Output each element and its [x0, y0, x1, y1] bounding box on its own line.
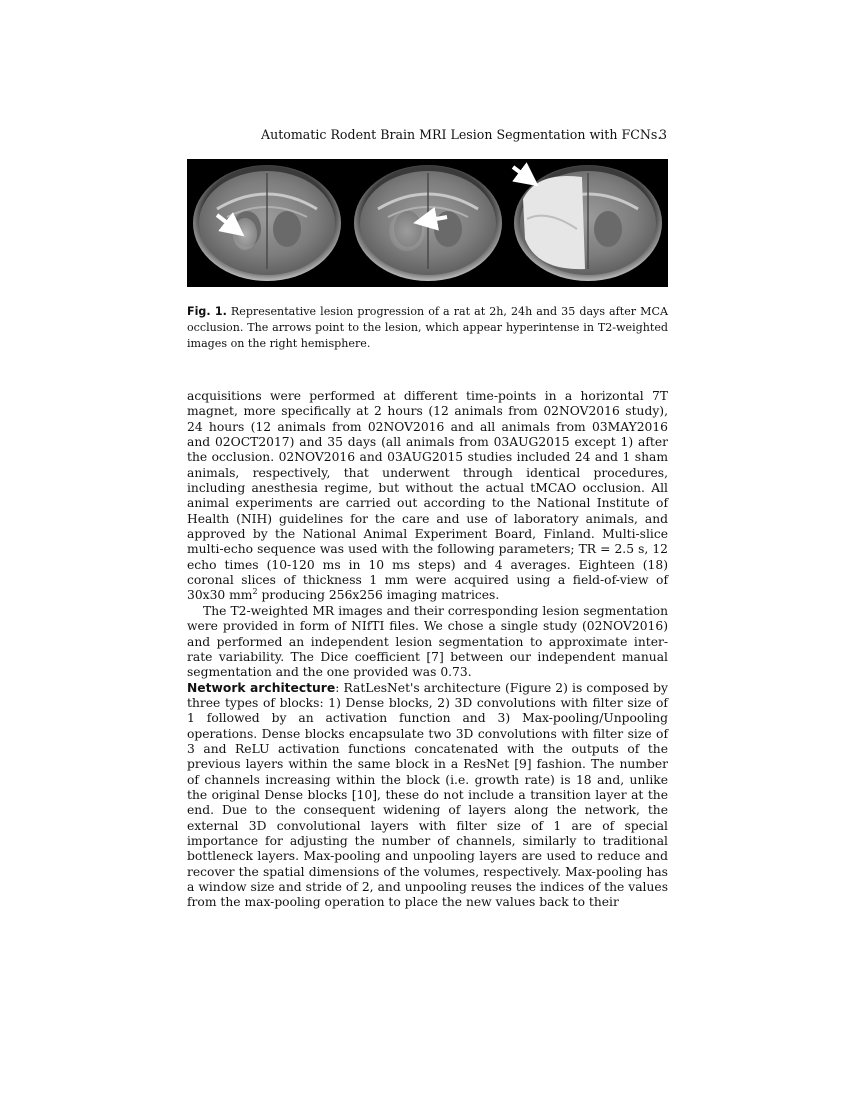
figure-caption-text: Representative lesion progression of a rat at 2h, 24h and 35 days after MCA occlusion. The arrows point to the lesion, which appear hyperintense in T2-weighted images on the right hemisphere. — [187, 305, 668, 350]
paragraph-acquisitions-text-end: producing 256x256 imaging matrices. — [257, 588, 500, 603]
paragraph-acquisitions — [187, 389, 668, 604]
figure-caption — [187, 304, 668, 352]
paragraph-segmentation: The T2-weighted MR images and their corresponding lesion segmentation were provided in form of NIfTI files. We chose a single study (02NOV2016) and performed an independent lesion segmentation to approximate inter-rate variability. The Dice coefficient [7] between our independent manual segmentation and the one provided was 0.73. — [187, 603, 668, 680]
paragraph-network-architecture-text: : RatLesNet's architecture (Figure 2) is composed by three types of blocks: 1) Dense blocks, 2) 3D convolutions with filter size of 1 followed by an activation function and 3) Max-pooling/Unpooling operations. Dense blocks encapsulate two 3D convolutions with filter size of 3 and ReLU activation functions concatenated with the outputs of the previous layers within the same block in a ResNet [9] fashion. The number of channels increasing within the block (i.e. growth rate) is 18 and, unlike the original Dense blocks [10], these do not include a transition layer at the end. Due to the consequent widening of layers along the network, the external 3D convolutional layers with filter size of 1 are of special importance for adjusting the number of channels, similarly to traditional bottleneck layers. Max-pooling and unpooling layers are used to reduce and recover the spatial dimensions of the volumes, respectively. Max-pooling has a window size and stride of 2, and unpooling reuses the indices of the values from the max-pooling operation to place the new values back to their — [187, 680, 668, 910]
paragraph-acquisitions-text: acquisitions were performed at different time-points in a horizontal 7T magnet, more specifically at 2 hours (12 animals from 02NOV2016 study), 24 hours (12 animals from 02NOV2016 and all animals from 03MAY2016 and 02OCT2017) and 35 days (all animals from 03AUG2015 except 1) after the occlusion. 02NOV2016 and 03AUG2015 studies included 24 and 1 sham animals, respectively, that underwent through identical procedures, including anesthesia regime, but without the actual tMCAO occlusion. All animal experiments are carried out according to the National Institute of Health (NIH) guidelines for the care and use of laboratory animals, and approved by the National Animal Experiment Board, Finland. Multi-slice multi-echo sequence was used with the following parameters; TR = 2.5 s, 12 echo times (10-120 ms in 10 ms steps) and 4 averages. Eighteen (18) coronal slices of thickness 1 mm were acquired using a field-of-view of 30x30 mm — [187, 389, 668, 603]
superscript-2: 2 — [252, 587, 258, 597]
figure-mri-panels — [187, 159, 668, 287]
paragraph-network-architecture — [187, 681, 668, 911]
page-number: 3 — [658, 127, 667, 142]
running-title: Automatic Rodent Brain MRI Lesion Segmentation with FCNs. — [261, 127, 662, 142]
lesion-arrow-icon — [513, 167, 529, 179]
section-heading-network-architecture: Network architecture — [187, 680, 336, 695]
mri-panel-35d — [513, 165, 662, 281]
mri-image — [187, 159, 668, 287]
mri-panel-2h — [193, 165, 341, 281]
mri-panel-24h — [354, 165, 502, 281]
running-header — [187, 126, 667, 144]
figure-label: Fig. 1. — [187, 305, 227, 318]
body-text — [187, 389, 668, 911]
